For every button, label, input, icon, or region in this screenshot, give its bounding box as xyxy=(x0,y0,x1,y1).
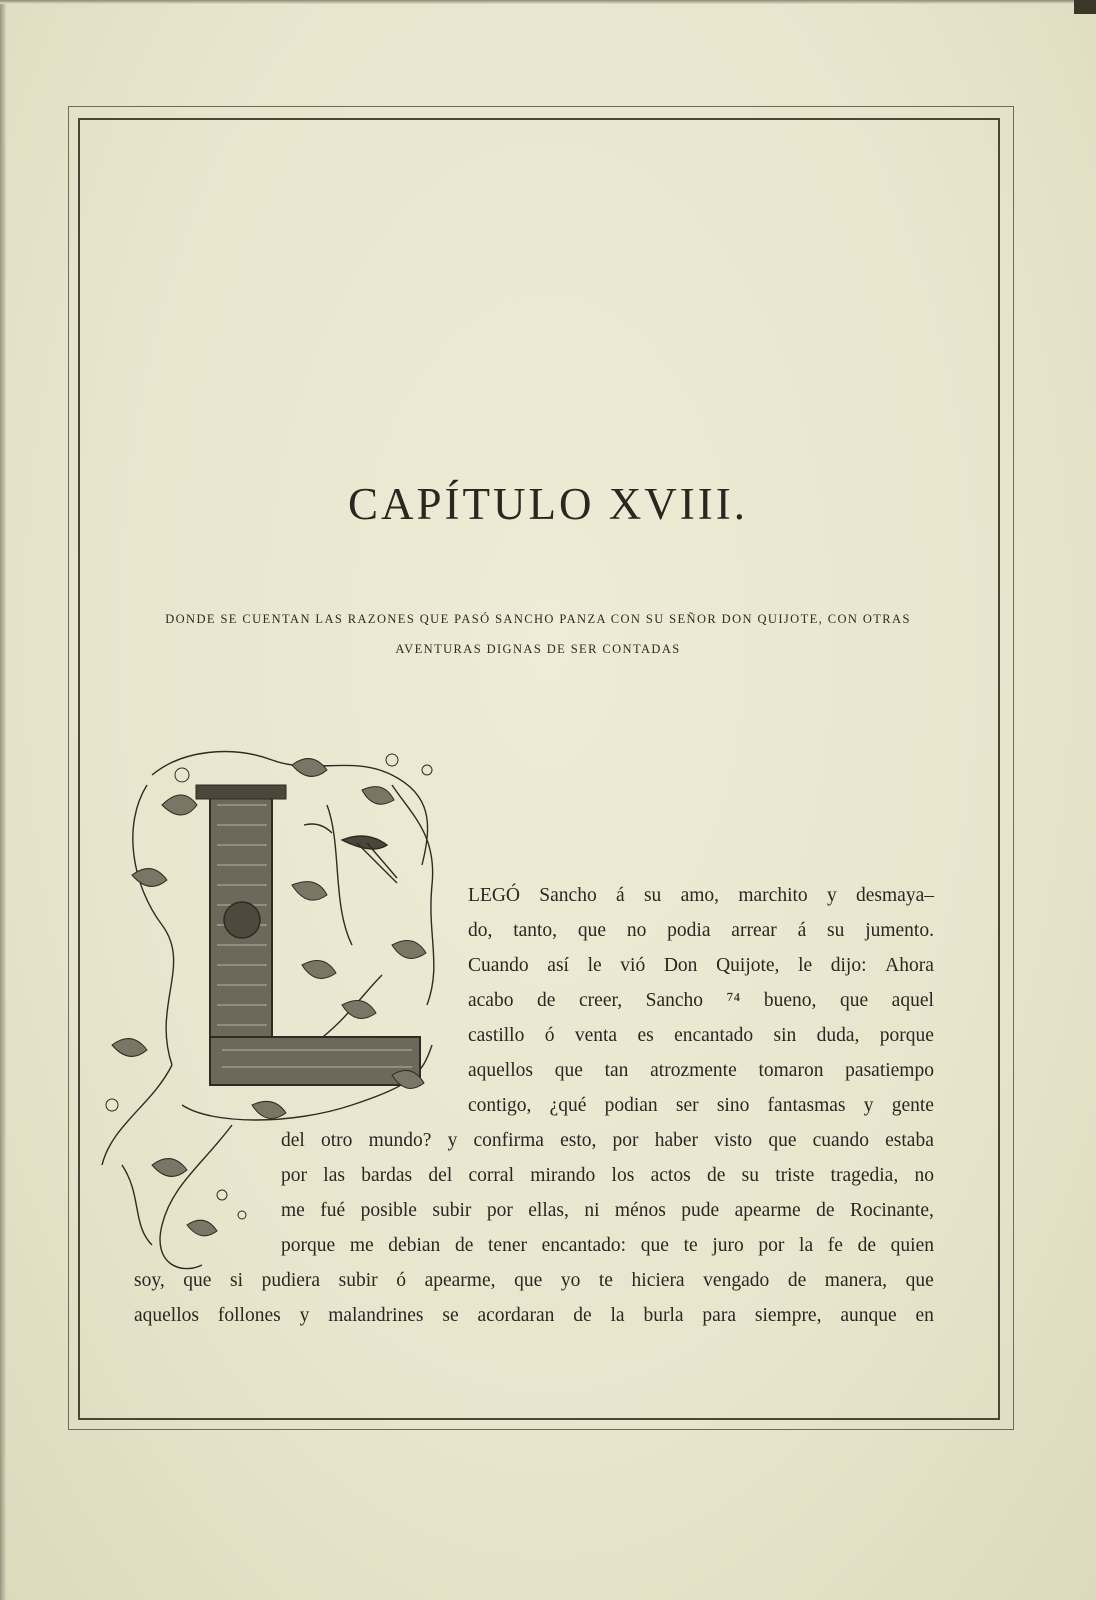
body-word: que xyxy=(839,990,869,1011)
body-word: ni xyxy=(584,1200,600,1221)
body-word: follones xyxy=(217,1305,281,1326)
body-word: porque xyxy=(879,1025,934,1046)
body-word: atrozmente xyxy=(650,1060,737,1081)
body-word: Rocinante, xyxy=(849,1200,934,1221)
body-word: quien xyxy=(890,1235,934,1256)
body-word: subir xyxy=(432,1200,472,1221)
body-word: fantasmas xyxy=(767,1095,846,1116)
body-word: podia xyxy=(667,920,711,941)
body-word: vió xyxy=(620,955,646,976)
body-word: los xyxy=(611,1165,635,1186)
body-word: ⁷⁴ xyxy=(726,990,741,1011)
body-word: bardas xyxy=(361,1165,413,1186)
body-word: su xyxy=(643,885,662,906)
body-word: á xyxy=(616,885,625,906)
body-word: juro xyxy=(712,1235,744,1256)
body-word: do, xyxy=(468,920,493,941)
body-word: de xyxy=(573,1305,592,1326)
body-word: del xyxy=(281,1130,305,1151)
body-word: las xyxy=(323,1165,345,1186)
body-word: y xyxy=(826,885,837,906)
body-word: en xyxy=(915,1305,934,1326)
body-word: que xyxy=(183,1270,212,1291)
page-top-edge xyxy=(0,0,1096,4)
body-word: manera, xyxy=(824,1270,888,1291)
body-word: ser xyxy=(675,1095,699,1116)
body-word: se xyxy=(442,1305,459,1326)
body-word: ménos xyxy=(614,1200,666,1221)
body-word: esto, xyxy=(560,1130,597,1151)
body-word: del xyxy=(428,1165,453,1186)
body-word: subir xyxy=(338,1270,378,1291)
body-word: aquellos xyxy=(468,1060,533,1081)
body-word: le xyxy=(798,955,813,976)
body-word: la xyxy=(610,1305,625,1326)
body-word: y xyxy=(447,1130,458,1151)
body-word: LEGÓ xyxy=(468,885,520,906)
body-word: de xyxy=(454,1235,474,1256)
body-word: no xyxy=(626,920,647,941)
body-word: la xyxy=(799,1235,814,1256)
body-word: Cuando xyxy=(468,955,529,976)
body-word: actos xyxy=(650,1165,691,1186)
body-word: fué xyxy=(320,1200,346,1221)
body-word: soy, xyxy=(134,1270,165,1291)
body-word: de xyxy=(537,990,556,1011)
body-word: posible xyxy=(360,1200,417,1221)
body-word: haber xyxy=(654,1130,699,1151)
body-word: triste xyxy=(775,1165,815,1186)
body-word: tanto, xyxy=(513,920,558,941)
body-word: y xyxy=(863,1095,874,1116)
body-word: visto xyxy=(714,1130,753,1151)
body-word: gente xyxy=(891,1095,934,1116)
body-word: duda, xyxy=(816,1025,860,1046)
body-word: su xyxy=(827,920,845,941)
body-word: si xyxy=(230,1270,244,1291)
body-word: tragedia, xyxy=(830,1165,899,1186)
body-word: burla xyxy=(643,1305,684,1326)
body-word: aquellos xyxy=(134,1305,199,1326)
body-word: arrear xyxy=(731,920,777,941)
page-left-edge xyxy=(0,0,6,1600)
body-word: aquel xyxy=(891,990,934,1011)
body-word: ó xyxy=(396,1270,406,1291)
body-word: castillo xyxy=(468,1025,525,1046)
body-word: ó xyxy=(544,1025,555,1046)
body-word: hiciera xyxy=(631,1270,685,1291)
body-word: Quijote, xyxy=(716,955,780,976)
body-word: venta xyxy=(574,1025,618,1046)
body-word: bueno, xyxy=(763,990,817,1011)
body-word: que xyxy=(554,1060,583,1081)
subtitle-line-2: AVENTURAS DIGNAS DE SER CONTADAS xyxy=(395,642,681,656)
body-word: que xyxy=(768,1130,797,1151)
body-word: Sancho xyxy=(539,885,597,906)
body-word: me xyxy=(349,1235,374,1256)
body-word: le xyxy=(587,955,602,976)
body-word: yo xyxy=(560,1270,581,1291)
page-corner-shadow xyxy=(1074,0,1096,14)
body-word: y xyxy=(299,1305,310,1326)
body-word: acabo xyxy=(468,990,514,1011)
body-word: fe xyxy=(827,1235,843,1256)
body-word: apearme xyxy=(734,1200,801,1221)
body-word: dijo: xyxy=(830,955,867,976)
body-word: apearme, xyxy=(424,1270,496,1291)
body-word: por xyxy=(281,1165,307,1186)
body-word: tener xyxy=(488,1235,527,1256)
body-word: ¿qué xyxy=(549,1095,587,1116)
body-word: desmaya– xyxy=(856,885,934,906)
body-word: me xyxy=(281,1200,305,1221)
body-word: que xyxy=(905,1270,934,1291)
body-word: mirando xyxy=(530,1165,596,1186)
body-word: pasatiempo xyxy=(845,1060,934,1081)
body-word: que xyxy=(577,920,607,941)
body-word: corral xyxy=(468,1165,514,1186)
body-word: debian xyxy=(388,1235,441,1256)
body-word: mundo? xyxy=(368,1130,432,1151)
decorated-initial-l-illustration xyxy=(92,745,464,1285)
chapter-subtitle xyxy=(128,604,948,664)
body-word: por xyxy=(758,1235,785,1256)
body-word: vengado xyxy=(703,1270,770,1291)
body-word: Ahora xyxy=(885,955,934,976)
body-word: acordaran xyxy=(477,1305,555,1326)
body-word: contigo, xyxy=(468,1095,532,1116)
body-word: su xyxy=(741,1165,759,1186)
body-word: así xyxy=(547,955,569,976)
body-word: por xyxy=(612,1130,639,1151)
body-word: estaba xyxy=(885,1130,934,1151)
subtitle-line-1: DONDE SE CUENTAN LAS RAZONES QUE PASÓ SANCHO PANZA CON SU SEÑOR DON QUIJOTE, CON OTRAS xyxy=(165,612,911,626)
body-word: de xyxy=(706,1165,726,1186)
body-word: marchito xyxy=(738,885,808,906)
body-word: tan xyxy=(604,1060,629,1081)
body-word: confirma xyxy=(473,1130,544,1151)
body-word: Don xyxy=(663,955,698,976)
body-word: que xyxy=(640,1235,669,1256)
body-word: jumento. xyxy=(865,920,934,941)
body-word: sino xyxy=(716,1095,750,1116)
chapter-title: CAPÍTULO XVIII. xyxy=(348,479,748,529)
body-word: sin xyxy=(773,1025,797,1046)
body-word: pude xyxy=(681,1200,720,1221)
body-word: cuando xyxy=(812,1130,869,1151)
body-word: te xyxy=(598,1270,613,1291)
body-word: siempre, xyxy=(754,1305,822,1326)
body-word: pudiera xyxy=(261,1270,321,1291)
body-word: tomaron xyxy=(758,1060,824,1081)
body-word: encantado: xyxy=(541,1235,627,1256)
body-word: por xyxy=(486,1200,513,1221)
body-word: amo, xyxy=(680,885,720,906)
body-word: ellas, xyxy=(528,1200,569,1221)
body-word: otro xyxy=(321,1130,353,1151)
body-word: que xyxy=(514,1270,543,1291)
body-word: de xyxy=(857,1235,876,1256)
body-word: encantado xyxy=(674,1025,754,1046)
body-word: Sancho xyxy=(645,990,704,1011)
body-word: á xyxy=(797,920,807,941)
body-word: malandrines xyxy=(328,1305,424,1326)
body-word: creer, xyxy=(579,990,623,1011)
body-word: no xyxy=(914,1165,934,1186)
body-word: de xyxy=(816,1200,835,1221)
body-word: aunque xyxy=(840,1305,897,1326)
body-word: de xyxy=(787,1270,807,1291)
body-word: porque xyxy=(281,1235,336,1256)
body-word: podian xyxy=(604,1095,658,1116)
body-word: es xyxy=(637,1025,654,1046)
body-word: te xyxy=(683,1235,698,1256)
body-word: para xyxy=(702,1305,736,1326)
